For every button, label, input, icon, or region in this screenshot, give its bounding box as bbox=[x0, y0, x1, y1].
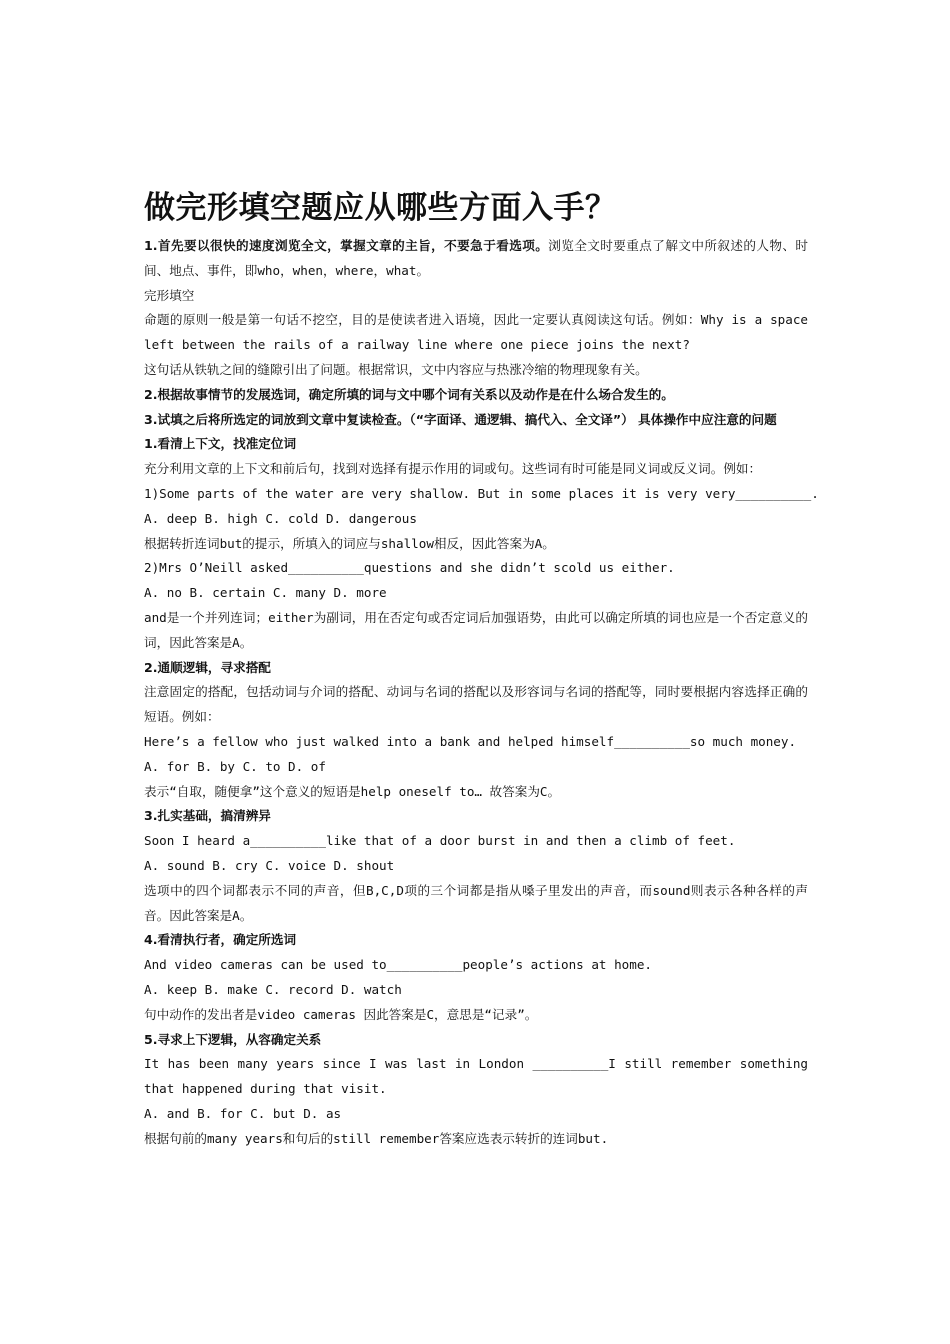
tip-3-heading: 3.扎实基础，搞清辨异 bbox=[144, 808, 271, 824]
step-1-paragraph bbox=[144, 234, 808, 284]
tip-2-heading: 2.通顺逻辑，寻求搭配 bbox=[144, 659, 271, 675]
example-1-options: A. deep B. high C. cold D. dangerous bbox=[144, 510, 417, 526]
tip-5-heading: 5.寻求上下逻辑，从容确定关系 bbox=[144, 1031, 322, 1047]
example-3-explanation: 表示“自取，随便拿”这个意义的短语是help oneself to… 故答案为C。 bbox=[144, 783, 561, 799]
example-4-sentence: Soon I heard a__________like that of a door burst in and then a climb of feet. bbox=[144, 833, 736, 849]
example-6-sentence: It has been many years since I was last in London __________I still remember something that happened during that visit. bbox=[144, 1056, 808, 1097]
tip-1-text: 充分利用文章的上下文和前后句，找到对选择有提示作用的词或句。这些词有时可能是同义词或反义词。例如： bbox=[144, 461, 762, 477]
example-2-options: A. no B. certain C. many D. more bbox=[144, 585, 387, 601]
example-5-sentence: And video cameras can be used to__________people’s actions at home. bbox=[144, 957, 652, 973]
example-1-sentence: 1)Some parts of the water are very shallow. But in some places it is very very__________. bbox=[144, 485, 819, 501]
example-5-explanation: 句中动作的发出者是video cameras 因此答案是C，意思是“记录”。 bbox=[144, 1006, 538, 1022]
example-3-options: A. for B. by C. to D. of bbox=[144, 758, 326, 774]
step-1-text: 浏览全文时要重点了解文中所叙述的人物、时间、地点、事件，即who，when，where，what。 bbox=[144, 238, 809, 278]
tip-4-heading: 4.看清执行者，确定所选词 bbox=[144, 932, 297, 948]
principle-explanation: 这句话从铁轨之间的缝隙引出了问题。根据常识，文中内容应与热涨冷缩的物理现象有关。 bbox=[144, 361, 648, 377]
example-6-options: A. and B. for C. but D. as bbox=[144, 1105, 342, 1121]
example-2-explanation: and是一个并列连词；either为副词，用在否定句或否定词后加强语势，由此可以确定所填的词也应是一个否定意义的词，因此答案是A。 bbox=[144, 609, 808, 650]
document-body bbox=[144, 186, 819, 1151]
cloze-label: 完形填空 bbox=[144, 287, 195, 303]
example-4-explanation: 选项中的四个词都表示不同的声音，但B,C,D项的三个词都是指从嗓子里发出的声音，而sound则表示各种各样的声音。因此答案是A。 bbox=[144, 882, 808, 923]
tip-2-text: 注意固定的搭配，包括动词与介词的搭配、动词与名词的搭配以及形容词与名词的搭配等，同时要根据内容选择正确的短语。例如： bbox=[144, 684, 808, 725]
document-title: 做完形填空题应从哪些方面入手？ bbox=[144, 190, 617, 226]
step-1-heading: 1.首先要以很快的速度浏览全文，掌握文章的主旨，不要急于看选项。 bbox=[144, 238, 549, 253]
step-3-heading: 3.试填之后将所选定的词放到文章中复读检查。（“字面译、通逻辑、搞代入、全文译”） 具体操作中应注意的问题 bbox=[144, 411, 777, 427]
step-2-heading: 2.根据故事情节的发展选词，确定所填的词与文中哪个词有关系以及动作是在什么场合发生的。 bbox=[144, 386, 674, 402]
example-1-explanation: 根据转折连词but的提示，所填入的词应与shallow相反，因此答案为A。 bbox=[144, 535, 555, 551]
example-3-sentence: Here’s a fellow who just walked into a bank and helped himself__________so much money. bbox=[144, 733, 797, 749]
example-5-options: A. keep B. make C. record D. watch bbox=[144, 981, 402, 997]
example-2-sentence: 2)Mrs O’Neill asked__________questions and she didn’t scold us either. bbox=[144, 560, 675, 576]
principle-paragraph: 命题的原则一般是第一句话不挖空，目的是使读者进入语境，因此一定要认真阅读这句话。例如：Why is a space left between the rails of a railway line where one piece joins the next? bbox=[144, 312, 808, 353]
example-6-explanation: 根据句前的many years和句后的still remember答案应选表示转折的连词but. bbox=[144, 1130, 609, 1146]
example-4-options: A. sound B. cry C. voice D. shout bbox=[144, 857, 395, 873]
tip-1-heading: 1.看清上下文，找准定位词 bbox=[144, 436, 297, 452]
